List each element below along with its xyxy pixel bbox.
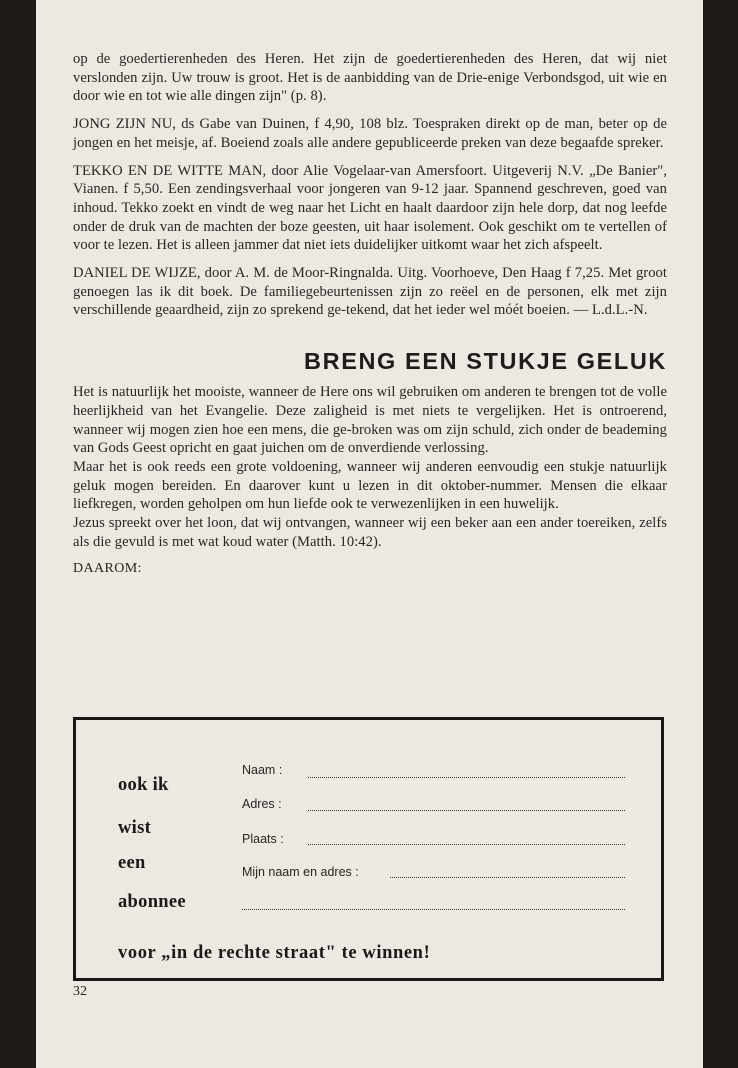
review-title: TEKKO EN DE WITTE MAN,	[73, 162, 267, 179]
review-title: JONG ZIJN NU,	[73, 116, 177, 133]
slogan-word: ook ik	[118, 775, 169, 795]
sender-field[interactable]	[390, 877, 625, 878]
section-heading: BRENG EEN STUKJE GELUK	[304, 348, 667, 375]
review-daniel	[73, 264, 667, 320]
coupon-slogan-bottom: voor „in de rechte straat" te winnen!	[118, 943, 431, 963]
slogan-word: abonnee	[118, 892, 186, 912]
slogan-word: een	[118, 853, 146, 873]
magazine-page	[36, 0, 703, 1068]
sender-field-line-2[interactable]	[242, 909, 625, 910]
body-paragraph: Jezus spreekt over het loon, dat wij ontvangen, wanneer wij een beker aan een ander toereiken, zelfs als die gevuld is met wat koud water (Matth. 10:42).	[73, 515, 667, 550]
body-paragraph: Maar het is ook reeds een grote voldoening, wanneer wij anderen eenvoudig een stukje natuurlijk geluk mogen bereiden. En daarover kunt u lezen in dit oktober-nummer. Mensen die elkaar liefkregen, worden geholpen om hun liefde ook te verwezenlijken in een huwelijk.	[73, 458, 667, 513]
subscription-coupon	[73, 717, 664, 981]
review-title: DANIEL DE WIJZE,	[73, 265, 201, 282]
address-field[interactable]	[308, 810, 625, 811]
article-column	[73, 50, 667, 577]
review-text: ds Gabe van Duinen, f 4,90, 108 blz. Toespraken direkt op de man, beter op de jongen en het meisje, af. Boeiend zoals alle andere gepubliceerde preken van deze begaafde spreker.	[73, 116, 667, 151]
daarom-label: DAAROM:	[73, 561, 142, 577]
sender-field-label: Mijn naam en adres :	[242, 865, 359, 879]
city-field[interactable]	[308, 844, 625, 845]
slogan-word: wist	[118, 818, 152, 838]
paragraph-quote-continuation: op de goedertierenheden des Heren. Het zijn de goedertierenheden des Heren, dat wij niet verslonden zijn. Uw trouw is groot. Het is de aanbidding van de Drie-enige Verbondsgod, uit wie en door wie en tot wie alle dingen zijn" (p. 8).	[73, 51, 667, 105]
review-text: door Alie Vogelaar-van Amersfoort. Uitgeverij N.V. „De Banier", Vianen. f 5,50. Een zendingsverhaal voor jongeren van 9-12 jaar. Spannend geschreven, goed van inhoud. Tekko zoekt en vindt de weg naar het Licht en haalt daardoor zijn hele dorp, dat nog leefde onder de druk van de machten der boze geesten, uit haar isolement. Ook geschikt om te vertellen of voor te lezen. Het is alleen jammer dat niet iets duidelijker uitkomt waar het zich afspeelt.	[73, 162, 667, 254]
review-text: door A. M. de Moor-Ringnalda. Uitg. Voorhoeve, Den Haag f 7,25. Met groot genoegen las ik dit boek. De familiegebeurtenissen zijn zo reëel en de personen, elk met zijn verschillende geaardheid, zijn zo sprekend ge-tekend, dat het ieder wel móét boeien. — L.d.L.-N.	[73, 265, 667, 319]
section-body	[73, 383, 667, 551]
name-field[interactable]	[308, 777, 625, 778]
name-field-label: Naam :	[242, 763, 283, 777]
body-paragraph: Het is natuurlijk het mooiste, wanneer de Here ons wil gebruiken om anderen te brengen tot de volle heerlijkheid van het Evangelie. Deze zaligheid is met niets te vergelijken. Het is ontroerend, wanneer wij mogen zien hoe een mens, die ge-broken was om zijn schuld, zich onder de beademing van Gods Geest opricht en gaat juichen om de onverdiende verlossing.	[73, 384, 667, 457]
review-jong-zijn-nu	[73, 115, 667, 152]
address-field-label: Adres :	[242, 797, 282, 811]
review-tekko	[73, 162, 667, 256]
page-number: 32	[73, 984, 87, 999]
city-field-label: Plaats :	[242, 832, 284, 846]
